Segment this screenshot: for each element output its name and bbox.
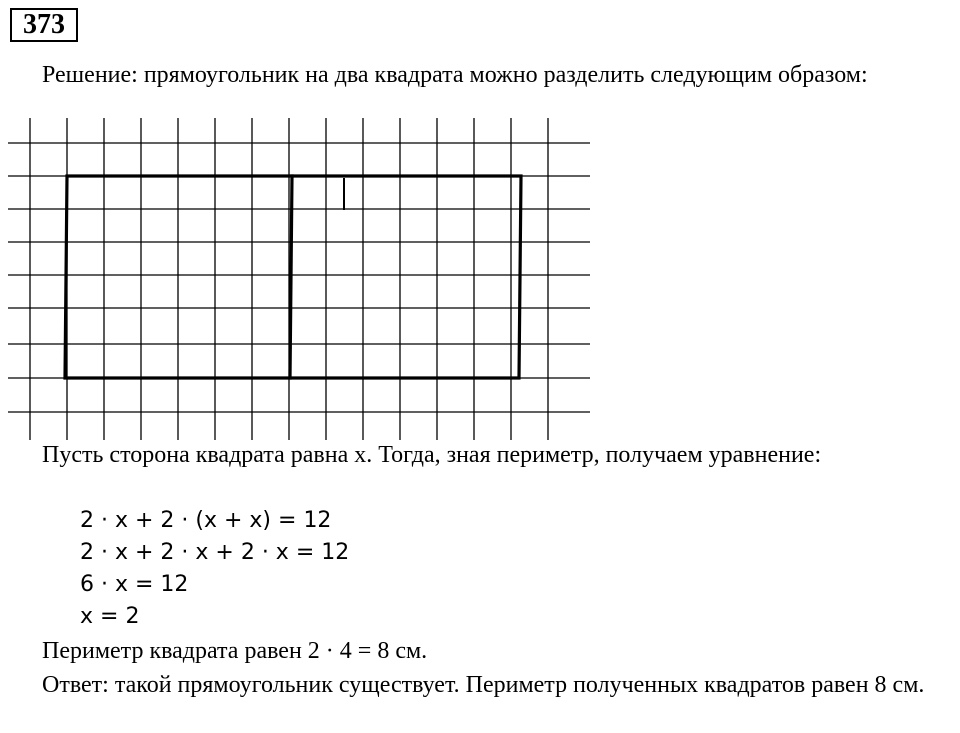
equation-4: x = 2 bbox=[80, 604, 140, 629]
square-divider bbox=[290, 176, 292, 378]
equation-2: 2 · x + 2 · x + 2 · x = 12 bbox=[80, 540, 350, 565]
equation-1: 2 · x + 2 · (x + x) = 12 bbox=[80, 508, 332, 533]
grid-drawing bbox=[0, 118, 600, 440]
problem-number: 373 bbox=[10, 8, 78, 42]
equation-3: 6 · x = 12 bbox=[80, 572, 189, 597]
rectangle-outline bbox=[65, 176, 521, 378]
reasoning-text: Пусть сторона квадрата равна x. Тогда, зная периметр, получаем уравнение: bbox=[42, 442, 822, 468]
answer-text: Ответ: такой прямоугольник существует. Периметр полученных квадратов равен 8 см. bbox=[42, 672, 925, 698]
grid-figure bbox=[0, 118, 600, 440]
perimeter-statement: Периметр квадрата равен 2 · 4 = 8 см. bbox=[42, 638, 428, 664]
solution-intro: Решение: прямоугольник на два квадрата можно разделить следующим образом: bbox=[42, 62, 868, 88]
grid-lines bbox=[8, 118, 590, 440]
